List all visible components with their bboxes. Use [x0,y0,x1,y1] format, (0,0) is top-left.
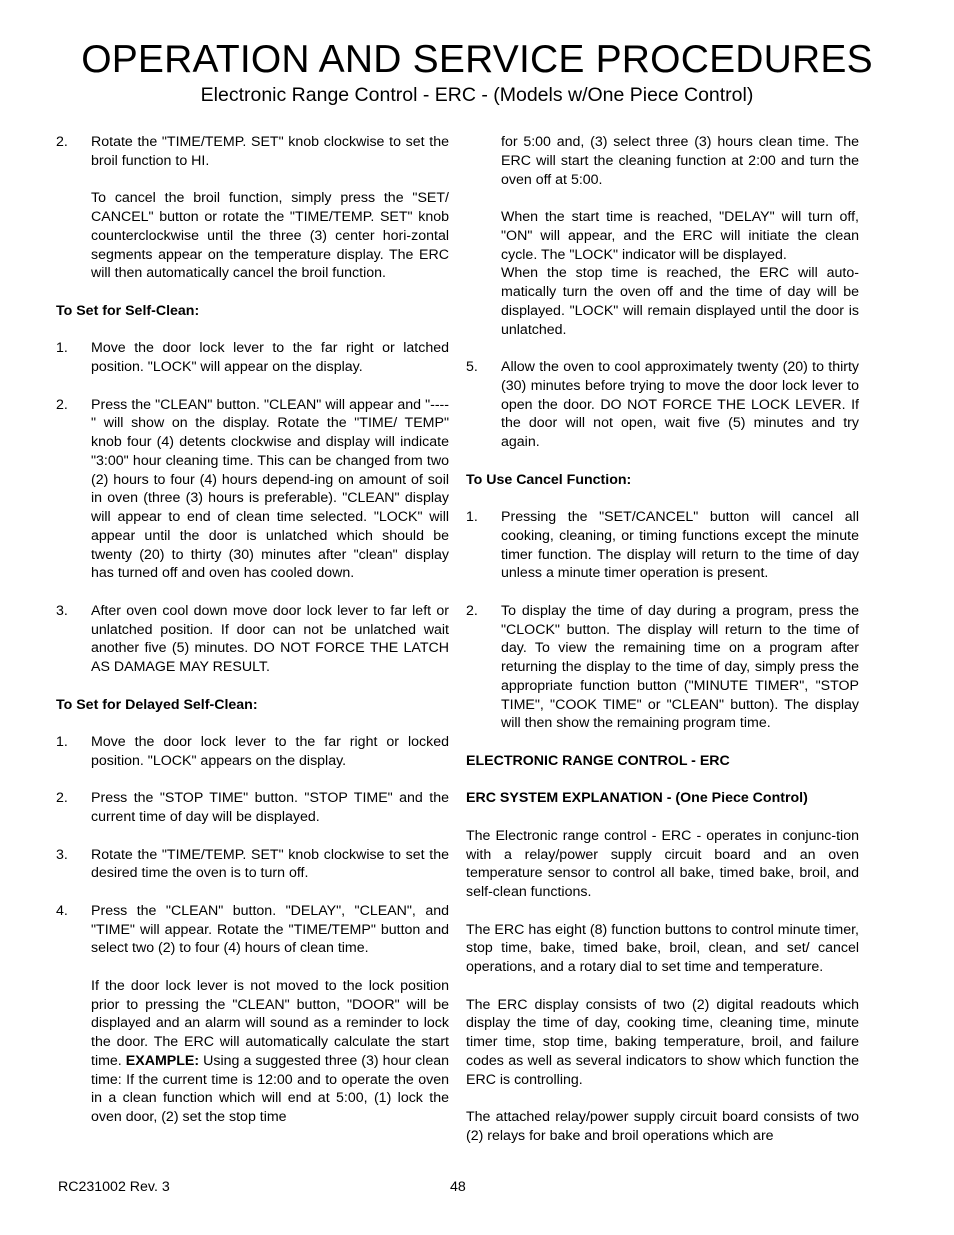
section-heading: ERC SYSTEM EXPLANATION - (One Piece Control) [466,790,808,807]
item-text: Move the door lock lever to the far right or locked position. "LOCK" appears on the display. [91,734,449,769]
item-number: 4. [56,902,68,919]
item-number: 2. [56,134,68,150]
item-number: 2. [56,790,68,807]
page-subtitle: Electronic Range Control - ERC - (Models w/One Piece Control) [200,84,754,106]
text-run: If the door lock lever is not moved to the lock position prior to pressing the "CLEAN" button, "DOOR" will be displayed and an alarm will sound as a reminder to lock the door. The ERC will automatically calculate the start time. [91,977,449,1069]
item-text: Press the "CLEAN" button. "CLEAN" will appear and "----" will show on the display. Rotate the "TIME/ TEMP" knob four (4) detents clockwise and display will indicate "3:00" hour cleaning time. This can be changed from two (2) hours to four (4) hours depend-ing on amount of soil in oven (three (3) hours is preferable). "CLEAN" display will appear to end of clean time selected. "LOCK" will appear until the door is unlatched which should be twenty (20) to thirty (30) minutes after "clean" display has turned off and oven has cooled down. [91,396,449,582]
item-text: Press the "STOP TIME" button. "STOP TIME" and the current time of day will be displayed. [91,790,449,825]
list-item [56,396,449,584]
paragraph [56,977,449,1127]
list-item [56,846,449,884]
paragraph: The ERC has eight (8) function buttons to control minute timer, stop time, bake, timed bake, broil, clean, and set/ cancel operations, and a rotary dial to set time and temperature. [466,921,859,975]
item-text: Pressing the "SET/CANCEL" button will cancel all cooking, cleaning, or timing functions except the minute timer function. The display will return to the time of day unless a minute timer operation is present. [501,509,859,582]
section-heading: To Set for Delayed Self-Clean: [56,696,258,713]
item-number: 3. [56,846,68,863]
paragraph: for 5:00 and, (3) select three (3) hours clean time. The ERC will start the cleaning function at 2:00 and turn the oven off at 5:00. [501,134,859,188]
item-number: 1. [56,734,68,750]
list-item [466,358,859,452]
list-item [56,133,449,171]
item-number: 2. [56,396,68,413]
text-run: Using a suggested three (3) hour clean time: If the current time is 12:00 and to operate the oven in a clean function which will end at 5:00, (1) lock the oven door, (2) set the stop time [91,1052,450,1125]
paragraph: To cancel the broil function, simply press the "SET/ CANCEL" button or rotate the "TIME/TEMP. SET" knob counterclockwise until the three (3) center hori-zontal segments appear on the temperature display. The ERC will then automatically cancel the broil function. [91,190,449,282]
document-id: RC231002 Rev. 3 [58,1179,170,1195]
item-number: 2. [466,602,478,619]
paragraph: When the start time is reached, "DELAY" will turn off, "ON" will appear, and the ERC will initiate the clean cycle. The "LOCK" indicator will be displayed. [501,209,859,263]
list-item [466,602,859,733]
right-column [466,133,859,1146]
item-number: 1. [56,340,68,357]
list-item [56,602,449,677]
item-text: After oven cool down move door lock lever to far left or unlatched position. If door can not be unlatched wait another five (5) minutes. DO NOT FORCE THE LATCH AS DAMAGE MAY RESULT. [91,602,449,675]
paragraph: The ERC display consists of two (2) digital readouts which display the time of day, cooking time, cleaning time, minute timer time, stop time, baking temperature, broil, and failure codes as well as several indicators to show which function the ERC is controlling. [466,996,859,1088]
list-item [56,339,449,377]
list-item [56,902,449,958]
section-heading: To Set for Self-Clean: [56,302,200,319]
list-item [466,508,859,583]
item-number: 5. [466,359,478,375]
section-heading: ELECTRONIC RANGE CONTROL - ERC [466,752,730,769]
section-heading: To Use Cancel Function: [466,471,632,488]
item-number: 1. [466,509,478,525]
item-text: Rotate the "TIME/TEMP. SET" knob clockwise to set the desired time the oven is to turn off. [91,846,449,882]
left-column [56,133,449,1127]
paragraph: The Electronic range control - ERC - operates in conjunc-tion with a relay/power supply circuit board and an oven temperature sensor to control all bake, timed bake, broil, and self-clean functions. [466,827,859,900]
page-title: OPERATION AND SERVICE PROCEDURES [81,38,873,81]
example-label: EXAMPLE: [125,1052,200,1069]
page-number: 48 [450,1179,466,1195]
item-text: Move the door lock lever to the far right or latched position. "LOCK" will appear on the display. [91,340,449,375]
item-text: Press the "CLEAN" button. "DELAY", "CLEAN", and "TIME" will appear. Rotate the "TIME/TEMP" button and select two (2) to four (4) hours of clean time. [91,902,449,957]
item-text: Allow the oven to cool approximately twenty (20) to thirty (30) minutes before trying to move the door lock lever to open the door. DO NOT FORCE THE LOCK LEVER. If the door will not open, wait five (5) minutes and try again. [501,359,859,450]
item-text: Rotate the "TIME/TEMP. SET" knob clockwise to set the broil function to HI. [91,134,449,169]
item-number: 3. [56,602,68,619]
list-item [56,789,449,827]
item-text: To display the time of day during a program, press the "CLOCK" button. The display will return to the time of day. To view the remaining time on a program after returning the display to the time of day, simply press the appropriate function button ("MINUTE TIMER", "STOP TIME", "COOK TIME" or "CLEAN" button). The display will then show the remaining program time. [501,602,859,732]
paragraph: When the stop time is reached, the ERC will auto-matically turn the oven off and the time of day will be displayed. "LOCK" will remain displayed until the door is unlatched. [501,265,859,338]
list-item [56,733,449,771]
paragraph: The attached relay/power supply circuit board consists of two (2) relays for bake and broil operations which are [466,1109,859,1144]
